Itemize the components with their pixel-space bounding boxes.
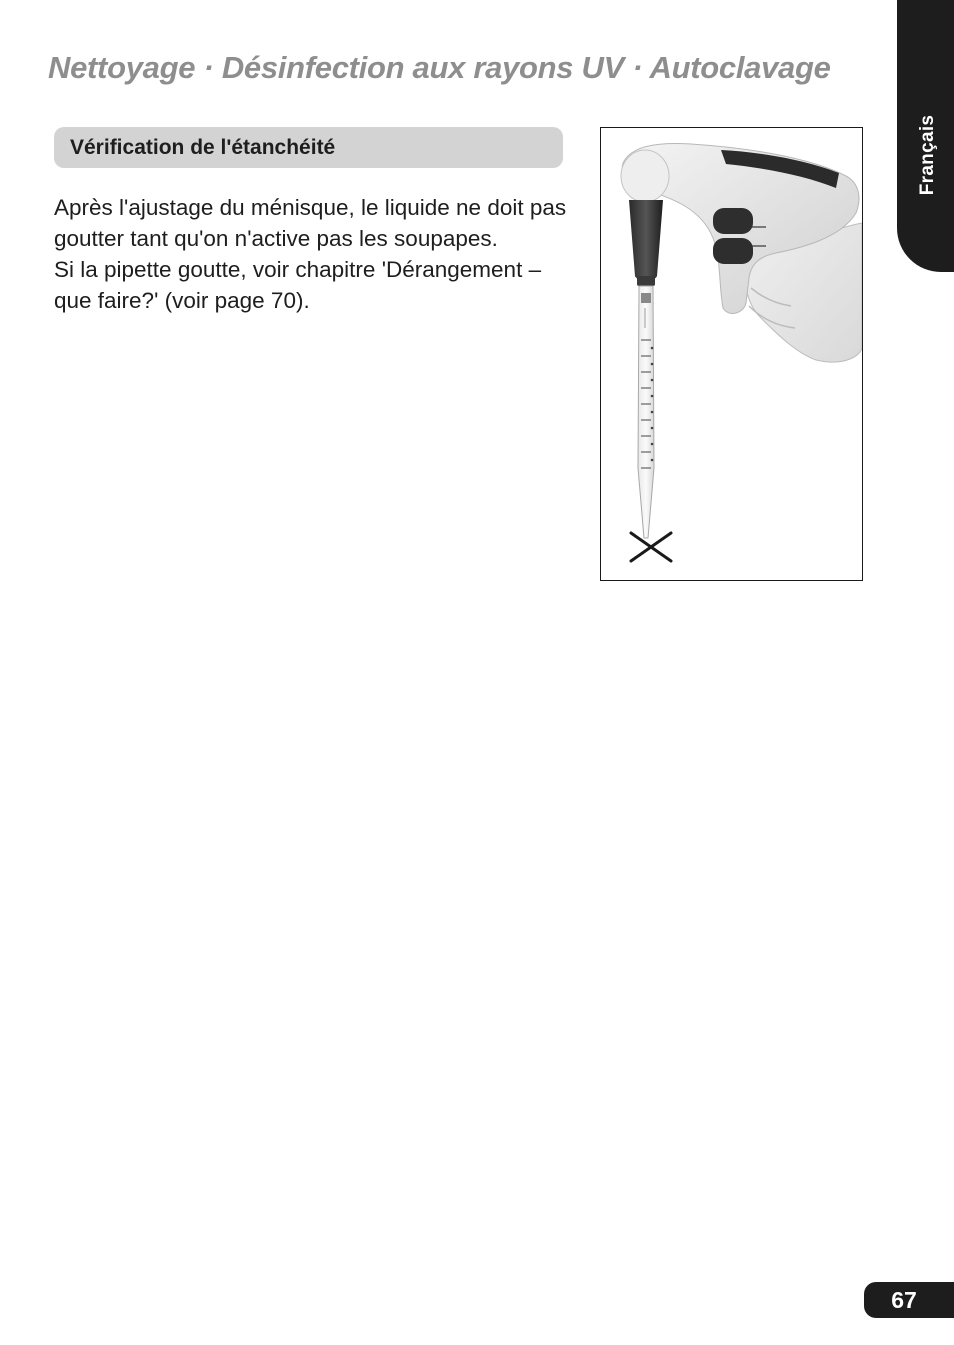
section-body [54,192,574,316]
pipette-controller-illustration [601,128,862,580]
no-drip-cross-icon [631,533,671,561]
body-paragraph: Après l'ajustage du ménisque, le liquide ne doit pas goutter tant qu'on n'active pas les soupapes. [54,195,567,251]
section-title: Vérification de l'étanchéité [70,136,336,159]
lower-trigger-button [713,238,753,264]
nosepiece [629,200,663,281]
page-number-badge [864,1282,954,1318]
page-number: 67 [891,1287,917,1313]
language-tab-label: Français [917,114,938,196]
section-header-bar [54,127,563,168]
pipette-figure [600,127,863,581]
upper-trigger-button [713,208,753,234]
body-paragraph: Si la pipette goutte, voir chapitre 'Dérangement – que faire?' (voir page 70). [54,257,542,313]
page-title: Nettoyage · Désinfection aux rayons UV · Autoclavage [48,50,831,85]
